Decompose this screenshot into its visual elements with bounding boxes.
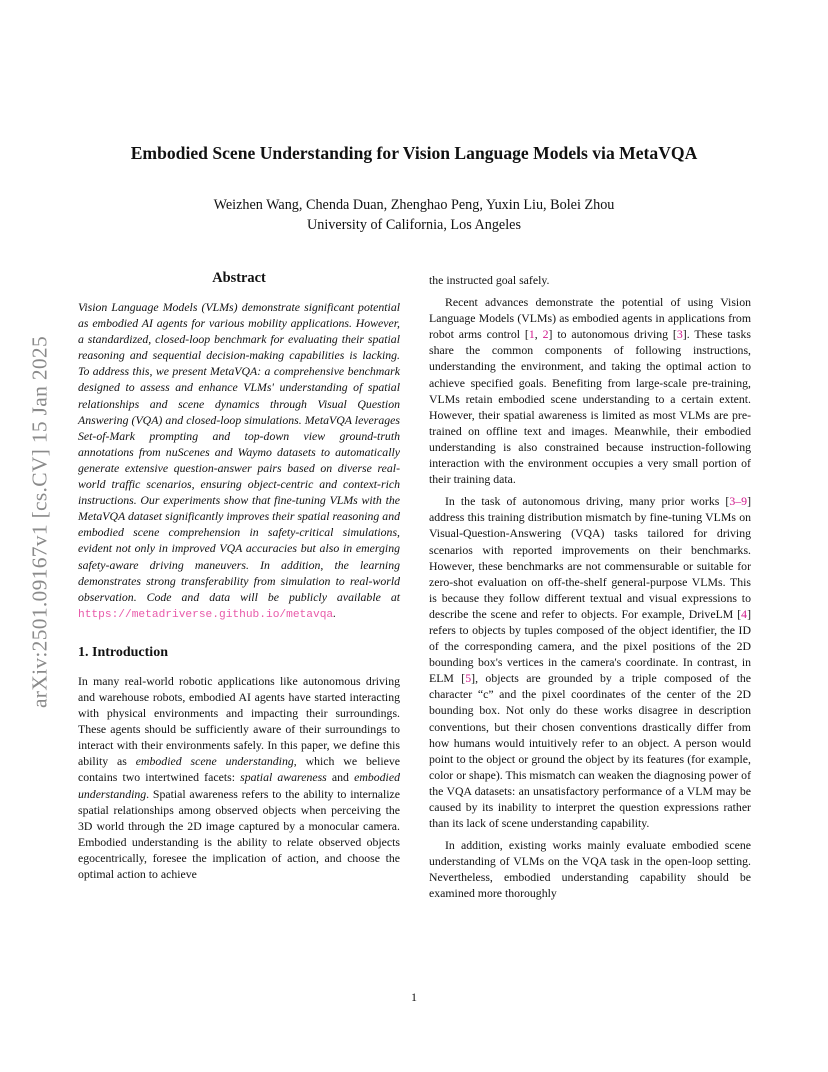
- body-text-segment: ,: [534, 327, 543, 342]
- introduction-paragraph-3: [429, 493, 751, 831]
- page-number: 1: [411, 990, 417, 1004]
- citation-link[interactable]: 2: [542, 327, 549, 342]
- intro-text-segment: , which we believe contains two intertwined facets:: [78, 754, 400, 785]
- citation-link[interactable]: 5: [465, 671, 472, 686]
- body-text-segment: ], objects are grounded by a triple composed of the character “c” and the pixel coordinates of the center of the 2D bounding box. Not only do these works disagree in description conventions, but their chosen conventions drastically differ from how humans would intuitively refer to an object. A person would point to the object or ground the object by its features (for example, color or shape). This mismatch can weaken the diagnosing power of the VQA datasets: an unsatisfactory performance of a VLM may be caused by its inability to interpret the question expressions rather than its lack of scene understanding capability.: [429, 671, 751, 831]
- introduction-paragraph-2: [429, 294, 751, 487]
- intro-text-segment: In many real-world robotic applications like autonomous driving and warehouse robots, embodied AI agents have started interacting with physical environments and impacting their surroundings. These agents should be sufficiently aware of their surroundings to interact with their environments safely. In this paper, we define this ability as: [78, 673, 400, 769]
- introduction-heading: 1. Introduction: [78, 644, 168, 660]
- project-url-link[interactable]: https://metadriverse.github.io/metavqa: [78, 608, 334, 621]
- intro-text-segment: and: [326, 770, 355, 785]
- author-list: Weizhen Wang, Chenda Duan, Zhenghao Peng, Yuxin Liu, Bolei Zhou: [213, 197, 615, 213]
- affiliation: University of California, Los Angeles: [307, 217, 521, 233]
- introduction-paragraph-4: In addition, existing works mainly evaluate embodied scene understanding of VLMs on the VQA task in the open-loop setting. Nevertheless, embodied understanding capability should be examined more thoroughly: [429, 838, 751, 901]
- intro-text-segment: . Spatial awareness refers to the ability to internalize spatial relationships among observed objects when perceiving the 3D world through the 2D image captured by a monocular camera. Embodied understanding is the ability to relate observed objects egocentrically, foresee the implication of action, and choose the optimal action to achieve: [78, 786, 400, 881]
- term-spatial-awareness: spatial awareness: [240, 770, 327, 785]
- arxiv-identifier[interactable]: arXiv:2501.09167v1 [cs.CV] 15 Jan 2025: [27, 335, 52, 709]
- introduction-paragraph-1: [78, 673, 400, 882]
- citation-link[interactable]: 4: [741, 606, 748, 621]
- abstract-heading: Abstract: [212, 270, 266, 286]
- body-text-segment: ]. These tasks share the common components of following instructions, understanding the environment, and taking the optimal action to achieve specified goals. Benefiting from large-scale pre-training, VLMs retain embodied scene understanding to a certain extent. However, their spatial awareness is limited as most VLMs are pre-trained on offline text and images. Meanwhile, their embodied understanding is also constrained because instruction-following interaction with the environment occupies a very small portion of their training data.: [429, 327, 751, 487]
- abstract-body: Vision Language Models (VLMs) demonstrate significant potential as embodied AI agents for various mobility applications. However, a standardized, closed-loop benchmark for evaluating their spatial reasoning and sequential decision-making capabilities is lacking. To address this, we present MetaVQA: a comprehensive benchmark designed to assess and enhance VLMs' understanding of spatial relationships and scene dynamics through Visual Question Answering (VQA) and closed-loop simulations. MetaVQA leverages Set-of-Mark prompting and top-down view ground-truth annotations from nuScenes and Waymo datasets to automatically generate extensive question-answer pairs based on diverse real-world traffic scenarios, ensuring object-centric and context-rich instructions. Our experiments show that fine-tuning VLMs with the MetaVQA dataset significantly improves their spatial reasoning and embodied scene comprehension in safety-critical simulations, evident not only in improved VQA accuracies but also in emerging safety-aware driving maneuvers. In addition, the learning demonstrates strong transferability from simulation to real-world observation. Code and data will be publicly available at: [78, 300, 400, 604]
- term-embodied-understanding: embodied understanding: [78, 770, 400, 801]
- abstract-text: [78, 299, 400, 623]
- citation-link[interactable]: 3–9: [729, 494, 748, 509]
- continuation-line: the instructed goal safely.: [429, 273, 550, 287]
- author-block: [0, 195, 828, 235]
- body-text-segment: In the task of autonomous driving, many prior works [: [445, 494, 730, 509]
- term-embodied-scene-understanding: embodied scene understanding: [135, 754, 294, 769]
- paper-title: Embodied Scene Understanding for Vision Language Models via MetaVQA: [130, 143, 698, 163]
- body-text-segment: ] address this training distribution mismatch by fine-tuning VLMs on Visual-Question-Answering (VQA) tasks tailored for driving scenarios with reported improvements on their benchmarks. However, these benchmarks are not commensurable or suitable for zero-shot evaluation on off-the-shelf general-purpose VLMs. This is because they follow different textual and visual expressions to describe the scene and refer to objects. For example, DriveLM [: [429, 494, 751, 621]
- right-column: [429, 272, 751, 902]
- abstract-end: .: [333, 605, 337, 620]
- citation-link[interactable]: 3: [676, 327, 683, 342]
- body-text-segment: ] to autonomous driving [: [548, 327, 677, 342]
- left-column: [78, 270, 400, 882]
- body-text-segment: ] refers to objects by tuples composed of the object identifier, the ID of the corresponding camera, and the pixel positions of the 2D bounding box's vertices in the camera's coordinate. In contrast, in ELM [: [429, 606, 751, 686]
- citation-link[interactable]: 1: [528, 327, 535, 342]
- body-text-segment: Recent advances demonstrate the potential of using Vision Language Models (VLMs) as embodied agents in applications from robot arms control [: [429, 295, 751, 342]
